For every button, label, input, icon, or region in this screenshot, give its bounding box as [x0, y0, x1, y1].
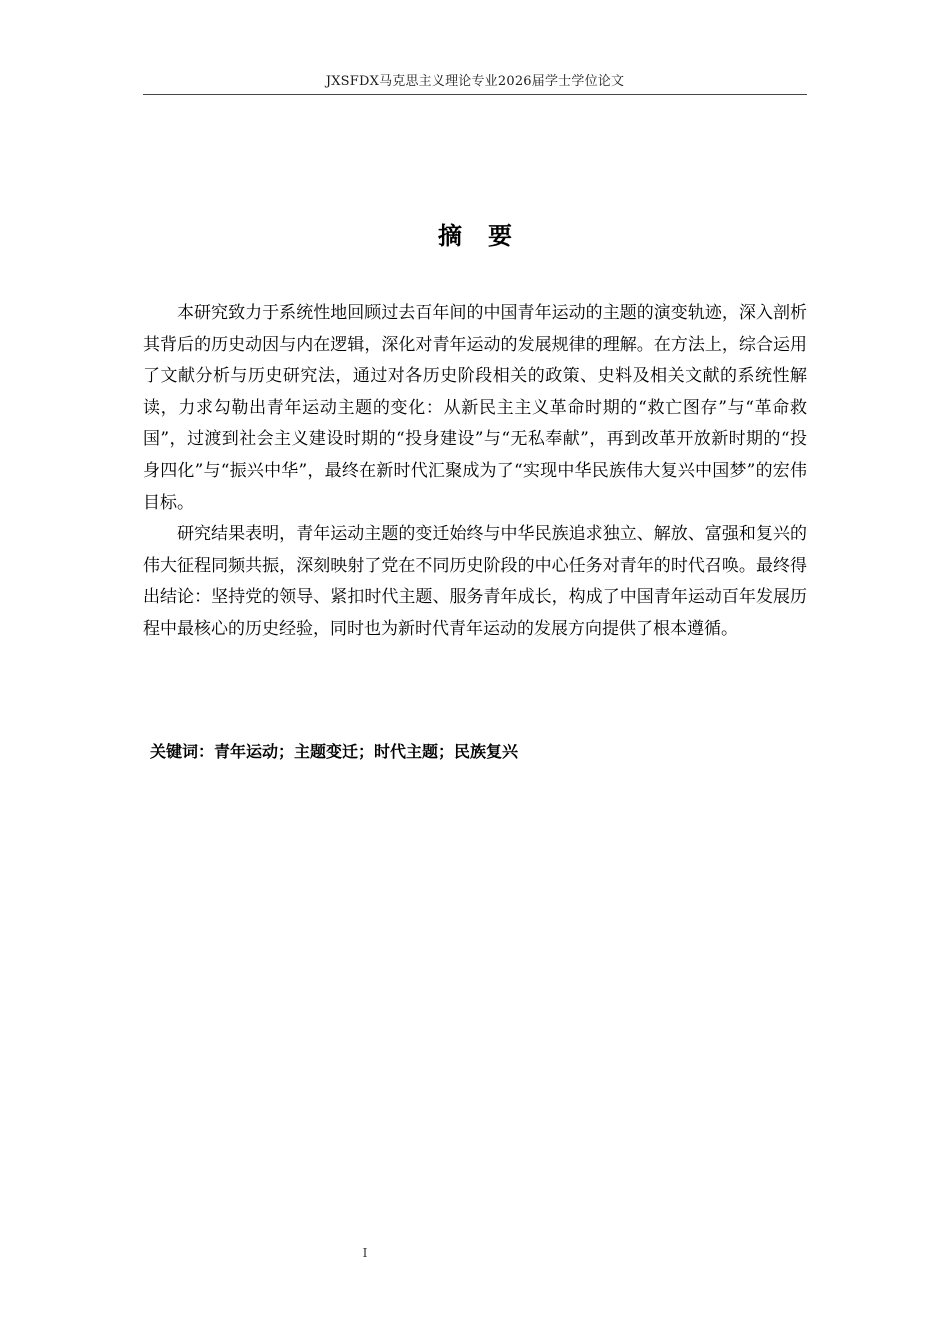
abstract-paragraph-2: 研究结果表明，青年运动主题的变迁始终与中华民族追求独立、解放、富强和复兴的伟大征程同频共振，深刻映射了党在不同历史阶段的中心任务对青年的时代召唤。最终得出结论：坚持党的领导、紧扣时代主题、服务青年成长，构成了中国青年运动百年发展历程中最核心的历史经验，同时也为新时代青年运动的发展方向提供了根本遵循。: [143, 524, 807, 639]
keywords-line: 关键词：青年运动；主题变迁；时代主题；民族复兴: [150, 742, 519, 761]
running-header: JXSFDX马克思主义理论专业2026届学士学位论文: [325, 74, 625, 89]
header-rule: [143, 94, 807, 95]
abstract-paragraph-1: 本研究致力于系统性地回顾过去百年间的中国青年运动的主题的演变轨迹，深入剖析其背后的历史动因与内在逻辑，深化对青年运动的发展规律的理解。在方法上，综合运用了文献分析与历史研究法，通过对各历史阶段相关的政策、史料及相关文献的系统性解读，力求勾勒出青年运动主题的变化：从新民主主义革命时期的“救亡图存”与“革命救国”，过渡到社会主义建设时期的“投身建设”与“无私奉献”，再到改革开放新时期的“投身四化”与“振兴中华”，最终在新时代汇聚成为了“实现中华民族伟大复兴中国梦”的宏伟目标。: [143, 303, 807, 513]
abstract-body: [143, 298, 807, 646]
page-number: I: [362, 1246, 368, 1260]
abstract-title: 摘要: [438, 222, 538, 250]
